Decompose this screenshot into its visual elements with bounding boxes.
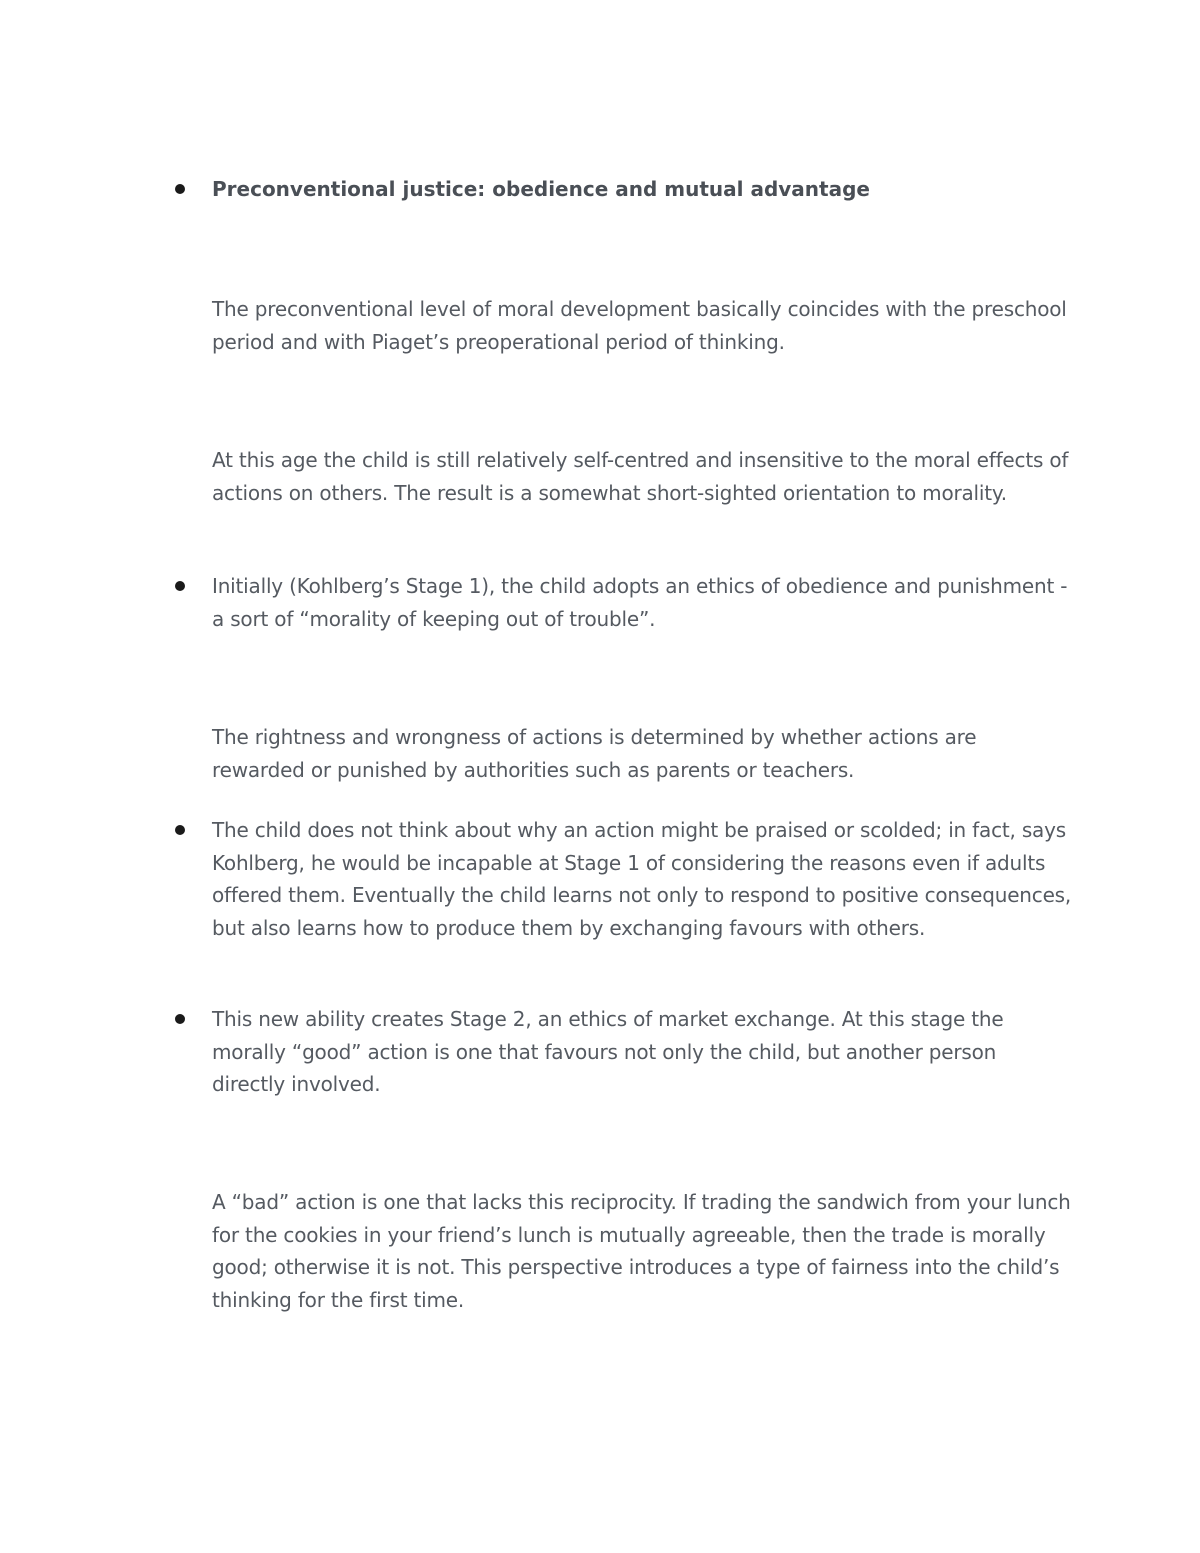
list-item-stage-1: Initially (Kohlberg’s Stage 1), the child adopts an ethics of obedience and punishment - a sort of “morality of keeping out of trouble”. [212, 574, 1068, 631]
list-item-stage-2: This new ability creates Stage 2, an ethics of market exchange. At this stage the morally “good” action is one that favours not only the child, but another person directly involved. [212, 1007, 1004, 1096]
bullet-icon [175, 825, 185, 835]
bullet-icon [175, 581, 185, 591]
section-heading: Preconventional justice: obedience and mutual advantage [212, 177, 870, 201]
paragraph-preconventional-level: The preconventional level of moral development basically coincides with the preschool period and with Piaget’s preoperational period of thinking. [212, 297, 1067, 354]
bullet-icon [175, 1014, 185, 1024]
paragraph-rightness-wrongness: The rightness and wrongness of actions is determined by whether actions are rewarded or punished by authorities such as parents or teachers. [212, 725, 977, 782]
paragraph-self-centred: At this age the child is still relatively self-centred and insensitive to the moral effects of actions on others. The result is a somewhat short-sighted orientation to morality. [212, 448, 1069, 505]
list-item-praised-or-scolded: The child does not think about why an action might be praised or scolded; in fact, says Kohlberg, he would be incapable at Stage 1 of considering the reasons even if adults offered them. Eventually the child learns not only to respond to positive consequences, but also learns how to produce them by exchanging favours with others. [212, 818, 1072, 940]
paragraph-bad-action: A “bad” action is one that lacks this reciprocity. If trading the sandwich from your lunch for the cookies in your friend’s lunch is mutually agreeable, then the trade is morally good; otherwise it is not. This perspective introduces a type of fairness into the child’s thinking for the first time. [212, 1190, 1071, 1312]
bullet-icon [175, 184, 185, 194]
